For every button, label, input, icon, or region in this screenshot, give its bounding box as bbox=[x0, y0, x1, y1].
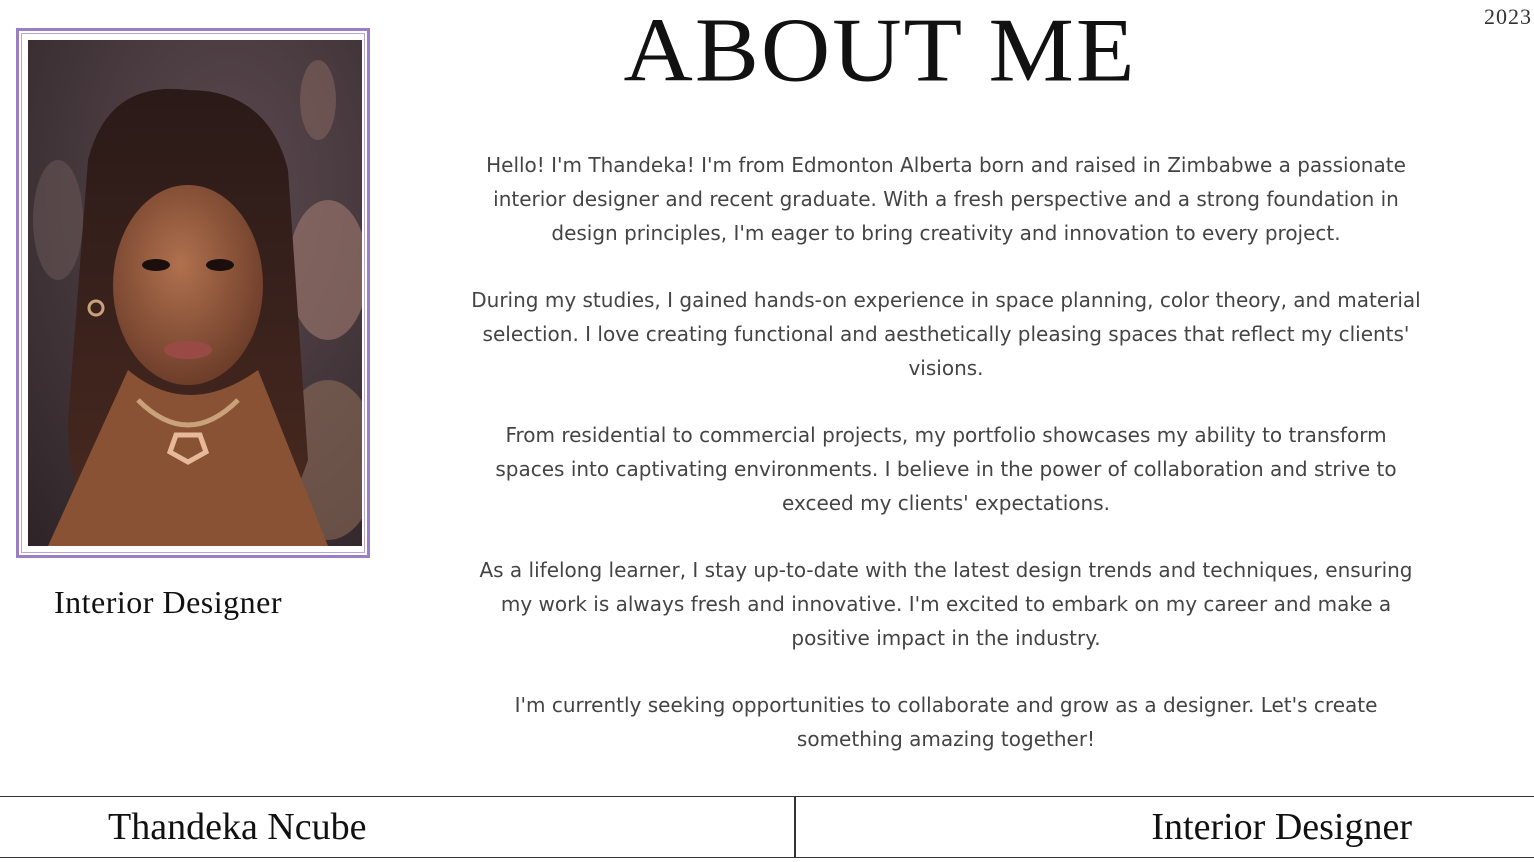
portrait-frame bbox=[16, 28, 370, 558]
bio-paragraph: During my studies, I gained hands-on experience in space planning, color theory, and material selection. I love creating functional and aesthetically pleasing spaces that reflect my clients' visions. bbox=[471, 288, 1421, 380]
bio-paragraph: As a lifelong learner, I stay up-to-date with the latest design trends and techniques, ensuring my work is always fresh and innovative. I'm excited to embark on my career and make a positive impact in the industry. bbox=[479, 558, 1413, 650]
footer-divider bbox=[794, 797, 796, 857]
page-title: ABOUT ME bbox=[623, 0, 1137, 101]
bio-text bbox=[470, 148, 1422, 789]
photo-caption: Interior Designer bbox=[54, 584, 282, 620]
footer-name: Thandeka Ncube bbox=[108, 806, 367, 848]
bio-paragraph: From residential to commercial projects, my portfolio showcases my ability to transform spaces into captivating environments. I believe in the power of collaboration and strive to exceed my clients' expectations. bbox=[495, 423, 1397, 515]
bio-paragraph: I'm currently seeking opportunities to collaborate and grow as a designer. Let's create something amazing together! bbox=[514, 693, 1378, 751]
portrait-photo bbox=[28, 40, 362, 546]
bio-paragraph: Hello! I'm Thandeka! I'm from Edmonton Alberta born and raised in Zimbabwe a passionate interior designer and recent graduate. With a fresh perspective and a strong foundation in design principles, I'm eager to bring creativity and innovation to every project. bbox=[486, 153, 1406, 245]
footer-bar bbox=[0, 796, 1534, 858]
year-label: 2023 bbox=[1484, 4, 1532, 29]
footer-role: Interior Designer bbox=[1151, 806, 1412, 848]
